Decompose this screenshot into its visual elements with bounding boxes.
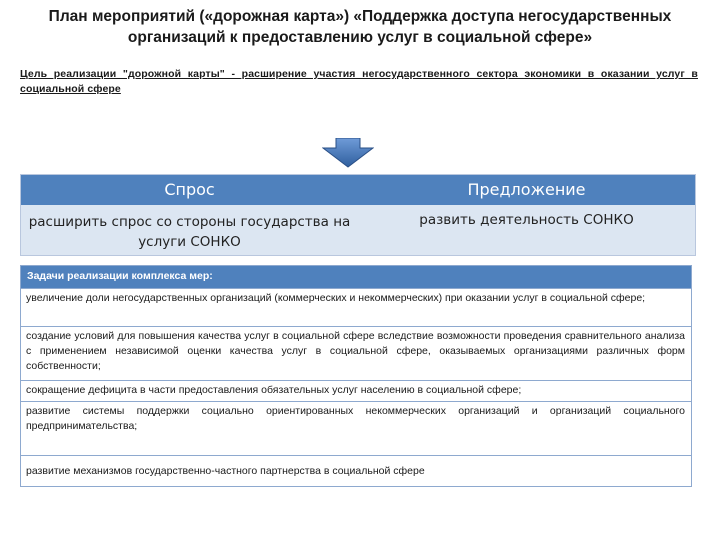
task-row: развитие системы поддержки социально ориентированных некоммерческих организаций и организаций социального предпринимательства; xyxy=(21,401,691,455)
page-title: План мероприятий («дорожная карта») «Поддержка доступа негосударственных организаций к предоставлению услуг в социальной сфере» xyxy=(48,8,672,46)
supply-demand-body xyxy=(21,205,695,255)
demand-header: Спрос xyxy=(164,180,215,199)
task-row: создание условий для повышения качества услуг в социальной сфере вследствие возможности проведения сравнительного анализа с применением независимой оценки качества услуг в социальной сфере, оказываемых организациями различных форм собственности; xyxy=(21,326,691,380)
goal-statement: Цель реализации "дорожной карты" - расширение участия негосударственного сектора экономики в оказании услуг в социальной сфере xyxy=(20,68,698,95)
supply-demand-table xyxy=(20,174,696,256)
task-row: развитие механизмов государственно-частного партнерства в социальной сфере xyxy=(21,455,691,486)
supply-header: Предложение xyxy=(467,180,586,199)
supply-text: развить деятельность СОНКО xyxy=(419,212,634,228)
tasks-header: Задачи реализации комплекса мер: xyxy=(21,266,691,288)
down-arrow-icon xyxy=(322,138,374,168)
tasks-table xyxy=(20,265,692,487)
supply-demand-header xyxy=(21,175,695,205)
demand-text: расширить спрос со стороны государства на услуги СОНКО xyxy=(28,214,351,250)
task-row: увеличение доли негосударственных организаций (коммерческих и некоммерческих) при оказании услуг в социальной сфере; xyxy=(21,288,691,326)
task-row: сокращение дефицита в части предоставления обязательных услуг населению в социальной сфере; xyxy=(21,380,691,401)
